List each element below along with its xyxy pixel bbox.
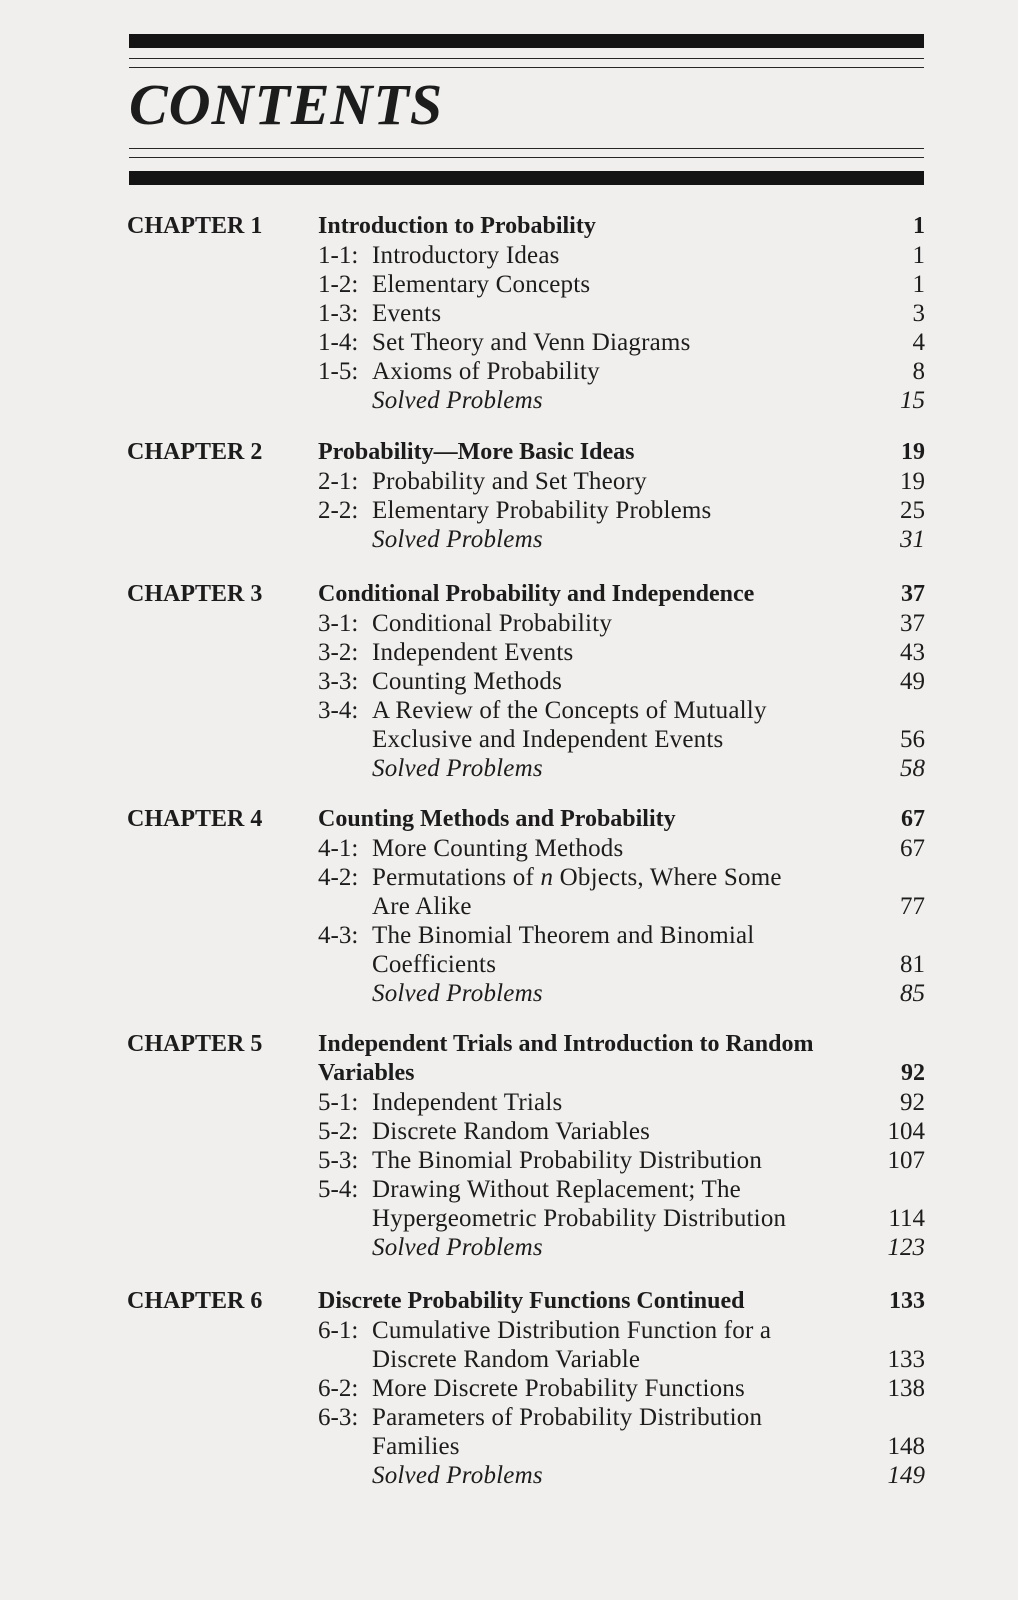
section-number: 1-1:: [318, 242, 359, 269]
section-row: [0, 725, 1018, 754]
chapter-label: CHAPTER 5: [127, 1031, 263, 1057]
section-number: 4-3:: [318, 922, 359, 949]
chapter-page-number: 67: [901, 806, 925, 832]
section-row: [0, 467, 1018, 496]
section-page-number: 81: [900, 951, 925, 978]
section-row: [0, 638, 1018, 667]
solved-problems-row: [0, 525, 1018, 554]
variable-n: n: [540, 864, 554, 891]
chapter-page-number: 19: [901, 439, 925, 465]
top-thick-rule: [129, 34, 924, 48]
section-row: [0, 496, 1018, 525]
chapter-title: Discrete Probability Functions Continued: [318, 1288, 745, 1314]
solved-problems-row: [0, 979, 1018, 1008]
chapter-title: Introduction to Probability: [318, 213, 596, 239]
top-thin-rule-2: [129, 67, 924, 68]
solved-problems-label: Solved Problems: [372, 1462, 543, 1489]
section-title: Independent Trials: [372, 1089, 563, 1116]
section-row: [0, 1316, 1018, 1345]
section-title: The Binomial Probability Distribution: [372, 1147, 763, 1174]
bottom-thin-rule-2: [129, 157, 924, 158]
chapter-title: Conditional Probability and Independence: [318, 581, 755, 607]
section-page-number: 133: [887, 1346, 925, 1373]
section-title: The Binomial Theorem and Binomial: [372, 922, 755, 949]
section-row: [0, 270, 1018, 299]
chapter-title-row: [0, 1059, 1018, 1088]
chapter-block: [0, 438, 1018, 554]
section-title: Elementary Concepts: [372, 271, 591, 298]
section-page-number: 104: [887, 1118, 925, 1145]
section-number: 6-2:: [318, 1375, 359, 1402]
chapter-label: CHAPTER 1: [127, 213, 263, 239]
section-row: [0, 696, 1018, 725]
chapter-title-row: [0, 438, 1018, 467]
section-page-number: 43: [900, 639, 925, 666]
section-row: [0, 1204, 1018, 1233]
section-number: 6-1:: [318, 1317, 359, 1344]
section-title: More Discrete Probability Functions: [372, 1375, 745, 1402]
chapter-page-number: 37: [901, 581, 925, 607]
section-page-number: 1: [912, 271, 925, 298]
section-row: [0, 1432, 1018, 1461]
section-number: 3-2:: [318, 639, 359, 666]
section-page-number: 92: [900, 1089, 925, 1116]
section-title: Hypergeometric Probability Distribution: [372, 1205, 787, 1232]
section-row: [0, 328, 1018, 357]
section-number: 1-4:: [318, 329, 359, 356]
section-row: [0, 1403, 1018, 1432]
section-title: Are Alike: [372, 893, 472, 920]
section-row: [0, 950, 1018, 979]
section-title: Cumulative Distribution Function for a: [372, 1317, 772, 1344]
section-page-number: 4: [912, 329, 925, 356]
top-thin-rule-1: [129, 58, 924, 59]
solved-problems-label: Solved Problems: [372, 387, 543, 414]
section-page-number: 56: [900, 726, 925, 753]
chapter-label: CHAPTER 4: [127, 806, 263, 832]
section-number: 5-4:: [318, 1176, 359, 1203]
chapter-title-continued: Variables: [318, 1060, 415, 1086]
section-row: [0, 1175, 1018, 1204]
section-page-number: 1: [912, 242, 925, 269]
chapter-title-row: [0, 212, 1018, 241]
section-title: More Counting Methods: [372, 835, 624, 862]
section-row: [0, 357, 1018, 386]
bottom-thick-rule: [129, 171, 924, 185]
solved-problems-page-number: 123: [887, 1234, 925, 1261]
section-page-number: 49: [900, 668, 925, 695]
section-row: [0, 1374, 1018, 1403]
section-number: 2-2:: [318, 497, 359, 524]
solved-problems-row: [0, 386, 1018, 415]
section-page-number: 107: [887, 1147, 925, 1174]
section-title: Discrete Random Variables: [372, 1118, 651, 1145]
section-row: [0, 241, 1018, 270]
solved-problems-label: Solved Problems: [372, 1234, 543, 1261]
section-title: Drawing Without Replacement; The: [372, 1176, 741, 1203]
section-title: Discrete Random Variable: [372, 1346, 641, 1373]
solved-problems-page-number: 58: [900, 755, 925, 782]
section-title: Events: [372, 300, 442, 327]
solved-problems-page-number: 85: [900, 980, 925, 1007]
section-row: [0, 667, 1018, 696]
section-page-number: 25: [900, 497, 925, 524]
section-row: [0, 834, 1018, 863]
section-number: 1-3:: [318, 300, 359, 327]
section-title: Families: [372, 1433, 460, 1460]
section-number: 1-2:: [318, 271, 359, 298]
chapter-title-row: [0, 1030, 1018, 1059]
chapter-title-row: [0, 805, 1018, 834]
section-page-number: 138: [887, 1375, 925, 1402]
solved-problems-page-number: 15: [900, 387, 925, 414]
solved-problems-label: Solved Problems: [372, 980, 543, 1007]
solved-problems-page-number: 31: [900, 526, 925, 553]
section-page-number: 114: [888, 1205, 925, 1232]
section-title: Conditional Probability: [372, 610, 613, 637]
section-title: Probability and Set Theory: [372, 468, 647, 495]
section-title: Exclusive and Independent Events: [372, 726, 724, 753]
chapter-block: [0, 1030, 1018, 1262]
section-row: [0, 863, 1018, 892]
section-number: 5-1:: [318, 1089, 359, 1116]
section-page-number: 8: [912, 358, 925, 385]
chapter-title: Probability—More Basic Ideas: [318, 439, 635, 465]
section-page-number: 37: [900, 610, 925, 637]
chapter-page-number: 1: [913, 213, 925, 239]
solved-problems-label: Solved Problems: [372, 755, 543, 782]
section-number: 4-1:: [318, 835, 359, 862]
chapter-page-number: 92: [901, 1060, 925, 1086]
chapter-label: CHAPTER 6: [127, 1288, 263, 1314]
chapter-title: Independent Trials and Introduction to Random: [318, 1031, 814, 1057]
section-title: Coefficients: [372, 951, 497, 978]
section-title: Elementary Probability Problems: [372, 497, 712, 524]
solved-problems-page-number: 149: [887, 1462, 925, 1489]
chapter-title: Counting Methods and Probability: [318, 806, 676, 832]
section-row: [0, 892, 1018, 921]
section-number: 3-1:: [318, 610, 359, 637]
section-title: Set Theory and Venn Diagrams: [372, 329, 691, 356]
page-title: CONTENTS: [129, 72, 444, 137]
section-page-number: 19: [900, 468, 925, 495]
solved-problems-row: [0, 754, 1018, 783]
section-title: A Review of the Concepts of Mutually: [372, 697, 767, 724]
section-title: Independent Events: [372, 639, 574, 666]
section-row: [0, 609, 1018, 638]
section-number: 5-2:: [318, 1118, 359, 1145]
chapter-block: [0, 580, 1018, 783]
solved-problems-row: [0, 1461, 1018, 1490]
section-page-number: 3: [912, 300, 925, 327]
chapter-title-row: [0, 580, 1018, 609]
section-number: 5-3:: [318, 1147, 359, 1174]
chapter-block: [0, 212, 1018, 415]
section-row: [0, 1345, 1018, 1374]
bottom-thin-rule-1: [129, 148, 924, 149]
section-number: 3-4:: [318, 697, 359, 724]
section-row: [0, 1088, 1018, 1117]
chapter-label: CHAPTER 3: [127, 581, 263, 607]
section-title: Permutations of n Objects, Where Some: [372, 864, 782, 891]
section-page-number: 67: [900, 835, 925, 862]
section-number: 3-3:: [318, 668, 359, 695]
section-number: 6-3:: [318, 1404, 359, 1431]
section-title: Introductory Ideas: [372, 242, 560, 269]
section-row: [0, 1117, 1018, 1146]
chapter-block: [0, 1287, 1018, 1490]
section-row: [0, 1146, 1018, 1175]
section-number: 2-1:: [318, 468, 359, 495]
chapter-title-row: [0, 1287, 1018, 1316]
solved-problems-row: [0, 1233, 1018, 1262]
section-title: Parameters of Probability Distribution: [372, 1404, 763, 1431]
section-page-number: 77: [900, 893, 925, 920]
section-title: Axioms of Probability: [372, 358, 600, 385]
chapter-block: [0, 805, 1018, 1008]
section-number: 1-5:: [318, 358, 359, 385]
section-number: 4-2:: [318, 864, 359, 891]
solved-problems-label: Solved Problems: [372, 526, 543, 553]
section-page-number: 148: [887, 1433, 925, 1460]
section-row: [0, 299, 1018, 328]
chapter-label: CHAPTER 2: [127, 439, 263, 465]
section-title: Counting Methods: [372, 668, 563, 695]
chapter-page-number: 133: [889, 1288, 925, 1314]
section-row: [0, 921, 1018, 950]
